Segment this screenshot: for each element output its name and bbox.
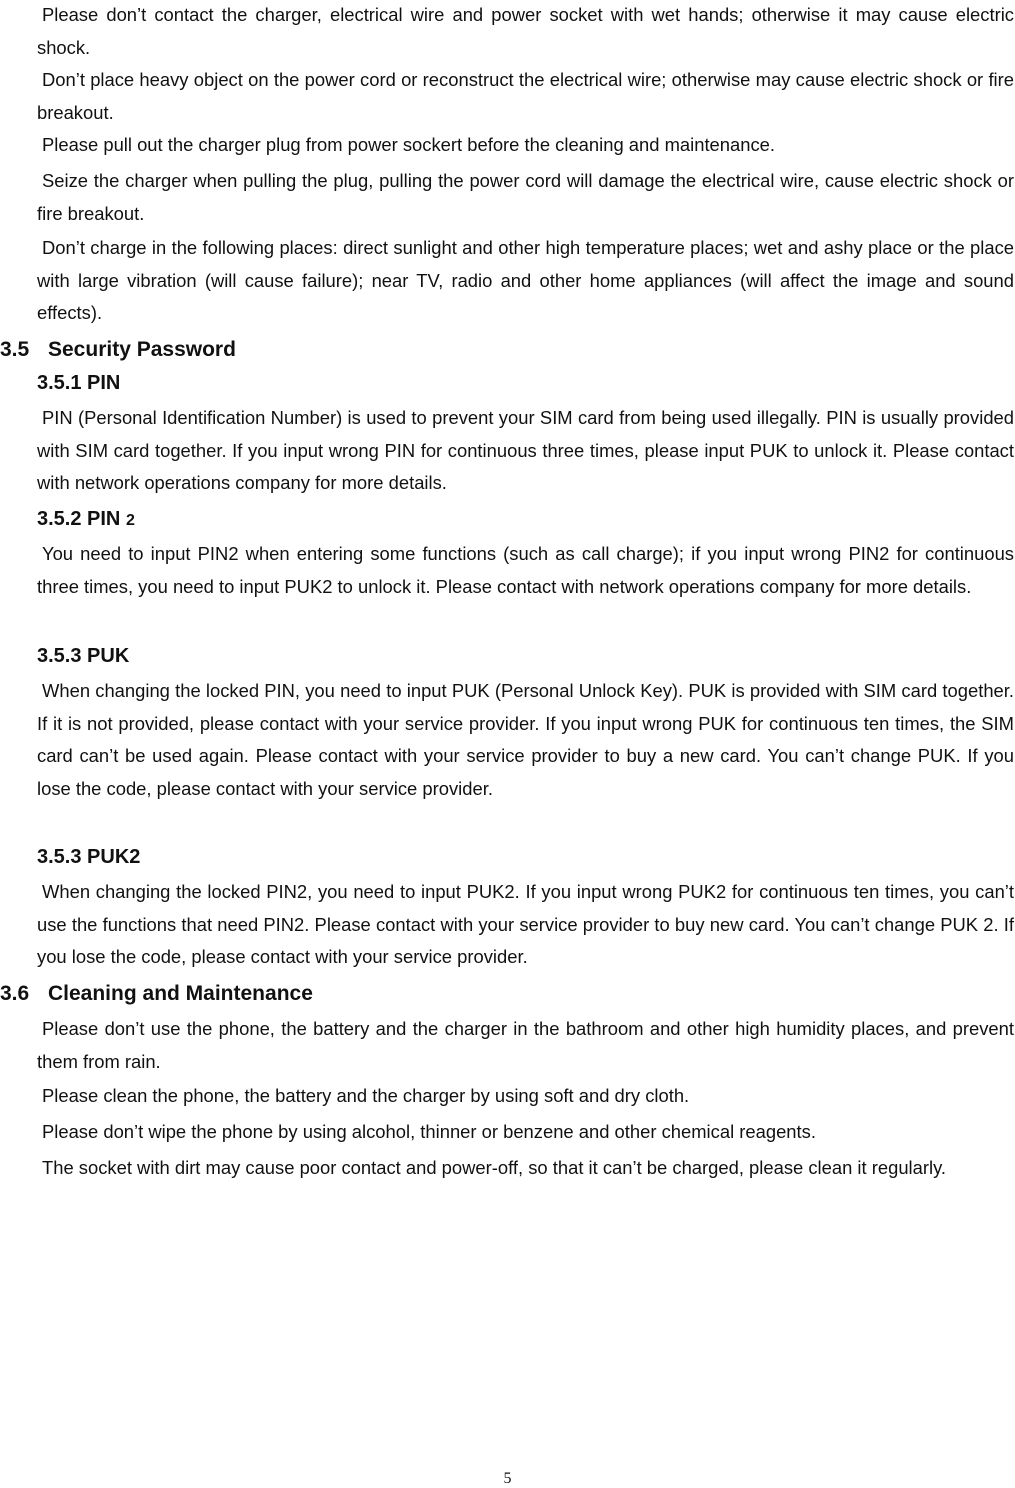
pin2-paragraph	[37, 538, 1014, 603]
pin2-text: You need to input PIN2 when entering some functions (such as call charge); if you input wrong PIN2 for continuous three times, you need to input PUK2 to unlock it. Please contact with network operations company for more details.	[37, 543, 1014, 597]
cleaning-text-humidity: Please don’t use the phone, the battery and the charger in the bathroom and other high humidity places, and prevent them from rain.	[37, 1018, 1014, 1072]
pin2-heading-text: 3.5.2 PIN	[37, 508, 121, 530]
safety-text-heavy-object: Don’t place heavy object on the power cord or reconstruct the electrical wire; otherwise may cause electric shock or fire breakout.	[37, 69, 1014, 123]
cleaning-text-soft-cloth: Please clean the phone, the battery and the charger by using soft and dry cloth.	[42, 1085, 690, 1106]
safety-text-seize-charger: Seize the charger when pulling the plug, pulling the power cord will damage the electrical wire, cause electric shock or fire breakout.	[37, 170, 1014, 224]
safety-paragraph-heavy-object	[37, 64, 1014, 129]
cleaning-text-socket-dirt: The socket with dirt may cause poor contact and power-off, so that it can’t be charged, please clean it regularly.	[42, 1157, 947, 1178]
safety-paragraph-wet-hands	[37, 0, 1014, 64]
puk2-text: When changing the locked PIN2, you need to input PUK2. If you input wrong PUK2 for continuous ten times, you can’t use the functions that need PIN2. Please contact with your service provider to buy new card. You can’t change PUK 2. If you lose the code, please contact with your service provider.	[37, 881, 1014, 967]
subsection-heading-pin: 3.5.1 PIN	[37, 372, 121, 394]
safety-paragraph-pull-plug	[37, 129, 1014, 162]
safety-text-pull-plug: Please pull out the charger plug from power sockert before the cleaning and maintenance.	[42, 134, 776, 155]
section-number: 3.6	[0, 982, 30, 1005]
safety-text-wet-hands: Please don’t contact the charger, electrical wire and power socket with wet hands; otherwise it may cause electric shock.	[37, 4, 1014, 58]
section-number: 3.5	[0, 338, 30, 361]
safety-paragraph-charging-places	[37, 232, 1014, 330]
subsection-heading-puk: 3.5.3 PUK	[37, 645, 130, 667]
puk2-paragraph	[37, 876, 1014, 974]
cleaning-paragraph-chemicals	[37, 1116, 1014, 1149]
section-title: Cleaning and Maintenance	[48, 982, 313, 1005]
subsection-heading-puk2: 3.5.3 PUK2	[37, 846, 141, 868]
puk-text: When changing the locked PIN, you need to input PUK (Personal Unlock Key). PUK is provided with SIM card together. If it is not provided, please contact with your service provider. If you input wrong PUK for continuous ten times, the SIM card can’t be used again. Please contact with your service provider to buy a new card. You can’t change PUK. If you lose the code, please contact with your service provider.	[37, 680, 1014, 799]
pin2-heading-suffix: 2	[125, 512, 135, 529]
puk-paragraph	[37, 675, 1014, 805]
cleaning-text-chemicals: Please don’t wipe the phone by using alcohol, thinner or benzene and other chemical reagents.	[42, 1121, 816, 1142]
safety-text-charging-places: Don’t charge in the following places: direct sunlight and other high temperature places; wet and ashy place or the place with large vibration (will cause failure); near TV, radio and other home appliances (will affect the image and sound effects).	[37, 237, 1014, 323]
safety-paragraph-seize-charger	[37, 165, 1014, 230]
page-number: 5	[503, 1470, 512, 1487]
pin-paragraph	[37, 402, 1014, 500]
pin-text: PIN (Personal Identification Number) is used to prevent your SIM card from being used illegally. PIN is usually provided with SIM card together. If you input wrong PIN for continuous three times, please input PUK to unlock it. Please contact with network operations company for more details.	[37, 407, 1014, 493]
cleaning-paragraph-humidity	[37, 1013, 1014, 1078]
section-heading-security-password	[0, 336, 236, 364]
subsection-heading-pin2	[37, 505, 135, 535]
cleaning-paragraph-socket-dirt	[37, 1152, 1014, 1185]
section-heading-cleaning-maintenance	[0, 980, 313, 1008]
section-title: Security Password	[48, 338, 236, 361]
cleaning-paragraph-soft-cloth	[37, 1080, 1014, 1113]
